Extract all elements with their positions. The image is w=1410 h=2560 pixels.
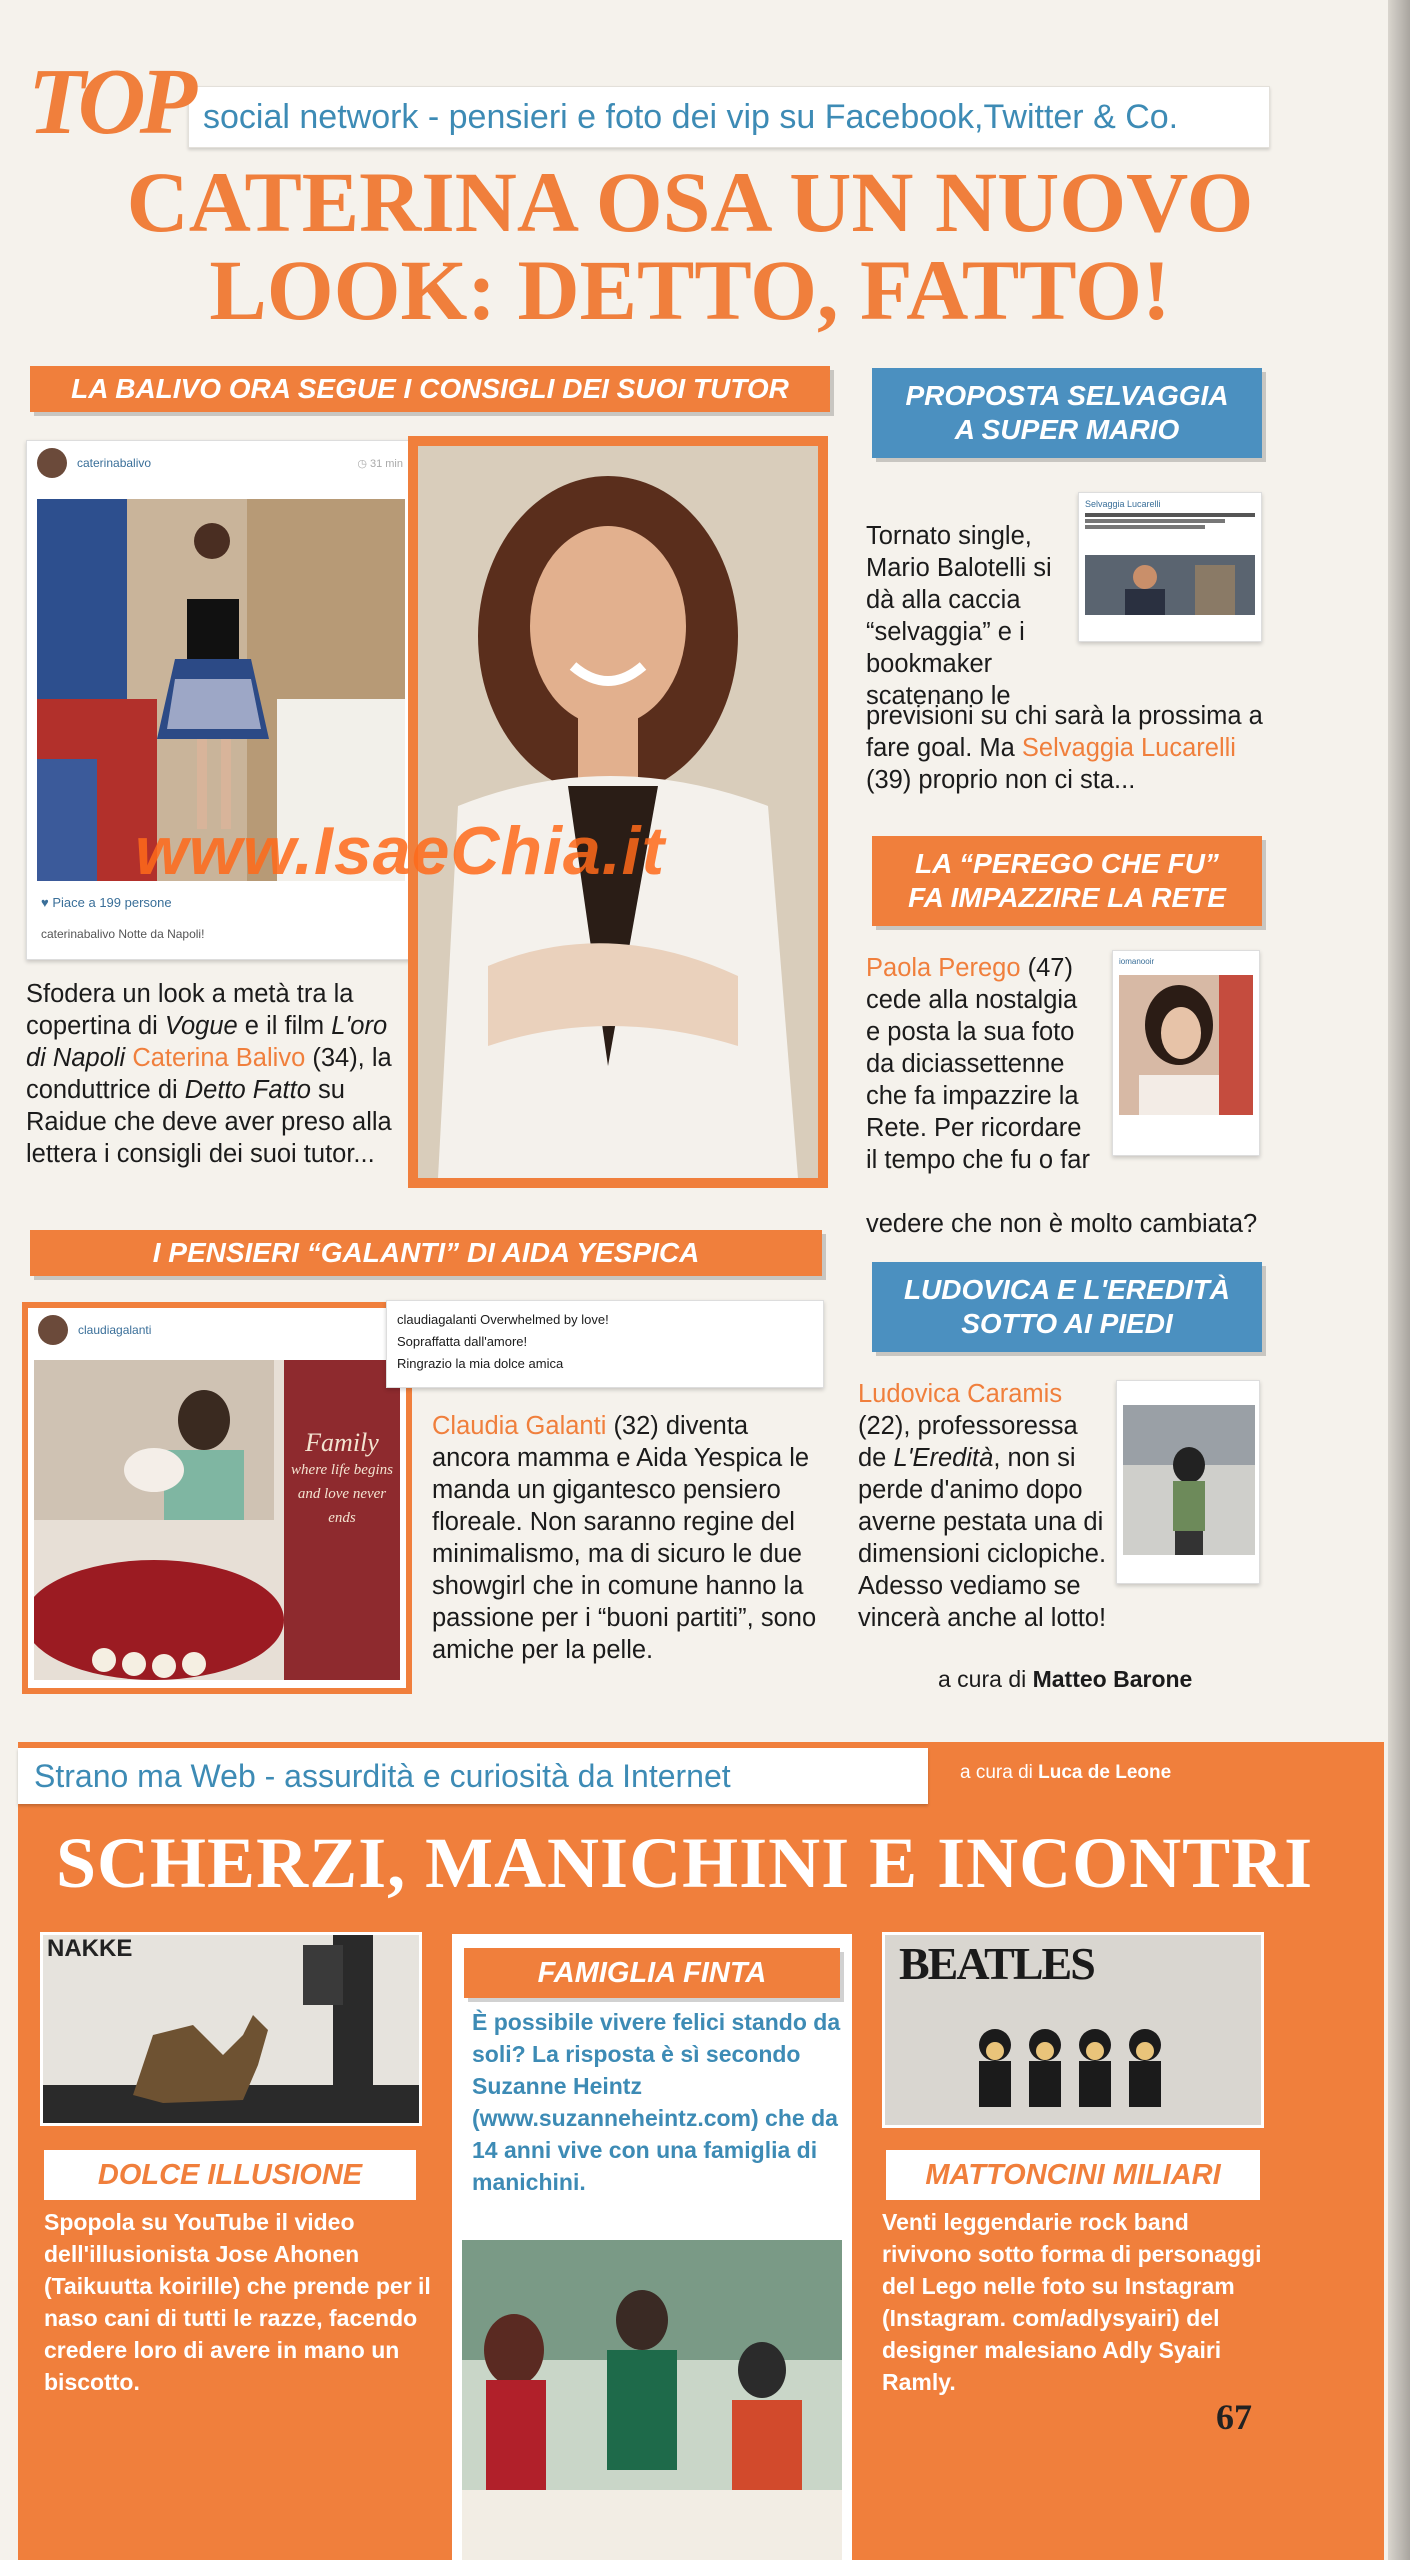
dolce-photo-text: NAKKE [47,1935,133,1962]
mattoncini-photo-text: BEATLES [899,1938,1094,1989]
strano-title: SCHERZI, MANICHINI E INCONTRI [56,1823,1314,1903]
strano-strip: Strano ma Web - assurdità e curiosità da Internet [18,1748,928,1804]
ig-header [27,441,413,485]
famiglia-photo [462,2240,842,2560]
family-card-text: Family where life begins and love never ends [291,1428,393,1526]
fb-photo [1085,555,1255,615]
famiglia-banner: FAMIGLIA FINTA [464,1948,840,1998]
caption-line-1: claudiagalanti Overwhelmed by love! [397,1312,609,1327]
galanti-instagram-frame [22,1302,412,1694]
mattoncini-photo [882,1932,1264,2128]
main-title [40,154,1340,338]
selvaggia-text-bottom: previsioni su chi sarà la prossima a fare goal. Ma Selvaggia Lucarelli (39) proprio non ci sta... [866,702,1263,794]
ig-likes: ♥ Piace a 199 persone [41,895,172,910]
perego-banner: LA “PEREGO CHE FU” FA IMPAZZIRE LA RETE [872,836,1262,926]
page-edge [1388,0,1410,2560]
galanti-banner: I PENSIERI “GALANTI” DI AIDA YESPICA [30,1230,822,1276]
page-number: 67 [1216,2397,1252,2437]
ludovica-banner: LUDOVICA E L'EREDITÀ SOTTO AI PIEDI [872,1262,1262,1352]
main-title-line-1: CATERINA OSA UN NUOVO [126,154,1254,250]
caption-line-2: Sopraffatta dall'amore! [397,1334,528,1349]
perego-text-bottom: vedere che non è molto cambiata? [866,1210,1258,1238]
balivo-banner: LA BALIVO ORA SEGUE I CONSIGLI DEI SUOI TUTOR [30,366,830,412]
dolce-text: Spopola su YouTube il video dell'illusionista Jose Ahonen (Taikuutta koirille) che prende per il naso cani di tutti le razze, facendo credere loro di avere in mano un biscotto. [44,2209,431,2395]
strano-credit: a cura di Luca de Leone [960,1762,1172,1783]
mattoncini-text: Venti leggendarie rock band rivivono sotto forma di personaggi del Lego nelle foto su Instagram (Instagram. com/adlysyairi) del designer malesiano Adly Syairi Ramly. [882,2209,1262,2395]
fb-username: Selvaggia Lucarelli [1085,499,1161,509]
ig-header [28,1308,406,1352]
top-logo: TOP [28,50,192,154]
selvaggia-facebook-post [1078,492,1262,642]
ig-username: claudiagalanti [78,1323,152,1337]
selvaggia-banner: PROPOSTA SELVAGGIA A SUPER MARIO [872,368,1262,458]
top-section-strip: social network - pensieri e foto dei vip su Facebook,Twitter & Co. [188,86,1270,148]
caption-line-3: Ringrazio la mia dolce amica [397,1356,564,1371]
avatar [38,1315,68,1345]
ig-username: caterinabalivo [77,456,152,470]
perego-text: Paola Perego (47) cede alla nostalgia e posta la sua foto da diciassettenne che fa impazzire la Rete. Per ricordare il tempo che fu o far [866,954,1090,1174]
main-title-line-2: LOOK: DETTO, FATTO! [209,242,1171,338]
perego-instagram-card [1112,950,1260,1156]
avatar [37,448,67,478]
galanti-text: Claudia Galanti (32) diventa ancora mamma e Aida Yespica le manda un gigantesco pensiero floreale. Non saranno regine del minimalismo, ma di sicuro le due showgirl che in comune hanno la passione per i “buoni partiti”, sono amiche per la pelle. [432,1412,817,1664]
ig-username: iomanooir [1119,957,1155,966]
balivo-text: Sfodera un look a metà tra la copertina di Vogue e il film L'oro di Napoli Caterina Balivo (34), la conduttrice di Detto Fatto su Raidue che deve aver preso alla lettera i consigli dei suoi tutor... [26,980,392,1168]
ludovica-text: Ludovica Caramis (22), professoressa de L'Eredità, non si perde d'animo dopo averne pestata una di dimensioni ciclopiche. Adesso vediamo se vincerà anche al lotto! [858,1380,1107,1632]
mattoncini-banner: MATTONCINI MILIARI [886,2150,1260,2200]
ig-caption: caterinabalivo Notte da Napoli! [41,927,205,941]
ig-timestamp: ◷ 31 min [357,457,403,470]
dolce-photo [40,1932,422,2126]
galanti-caption-card [386,1300,824,1388]
perego-photo [1119,975,1253,1115]
watermark: www.IsaeChia.it [135,813,666,889]
famiglia-text: È possibile vivere felici stando da soli? La risposta è sì secondo Suzanne Heintz (www.suzanneheintz.com) che da 14 anni vive con una famiglia di manichini. [472,2009,841,2195]
selvaggia-text-top: Tornato single, Mario Balotelli si dà alla caccia “selvaggia” e i bookmaker scatenano le [866,522,1052,710]
dolce-banner: DOLCE ILLUSIONE [44,2150,416,2200]
ludovica-credit: a cura di Matteo Barone [938,1666,1193,1692]
ludovica-photo [1123,1405,1255,1555]
ludovica-instagram-card [1116,1380,1260,1584]
